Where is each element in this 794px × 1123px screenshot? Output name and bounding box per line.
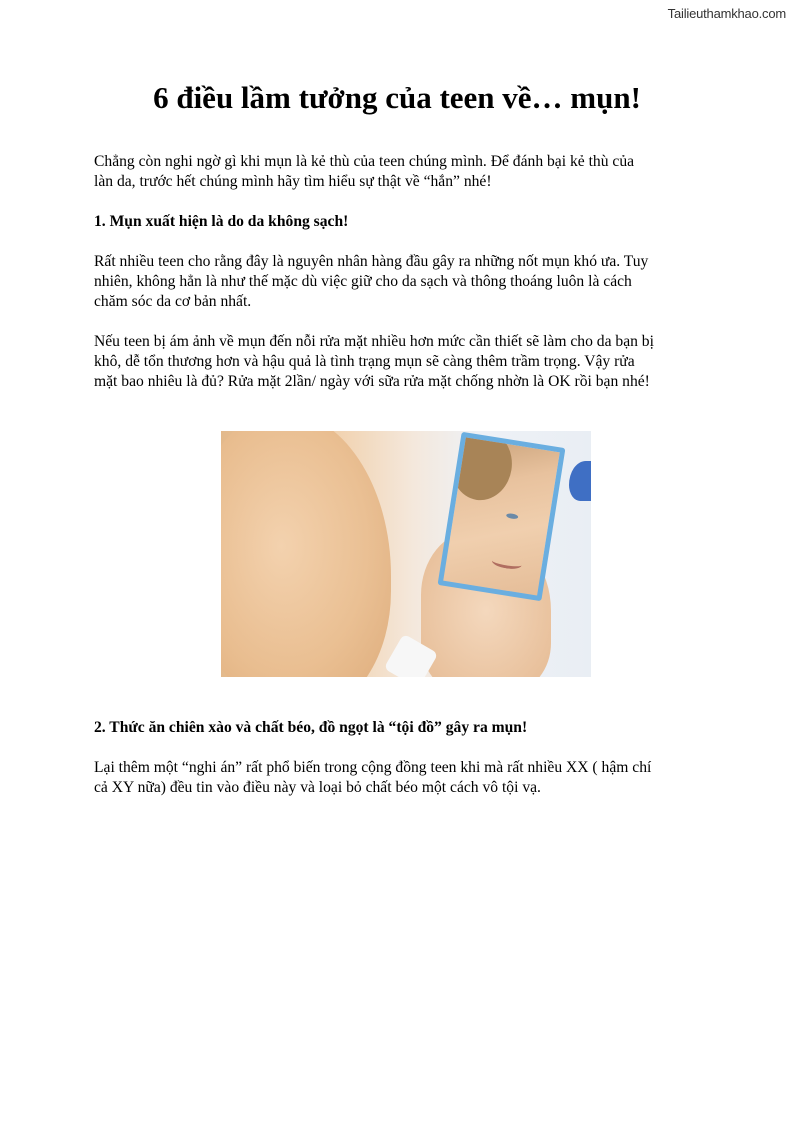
text-line: Nếu teen bị ám ảnh về mụn đến nỗi rửa mặt nhiều hơn mức cần thiết sẽ làm cho da bạn bị: [94, 333, 654, 350]
watermark: Tailieuthamkhao.com: [667, 6, 786, 21]
smile-shape: [491, 555, 522, 571]
text-line: mặt bao nhiêu là đủ? Rửa mặt 2lần/ ngày với sữa rửa mặt chống nhờn là OK rồi bạn nhé!: [94, 373, 650, 390]
text-line: chăm sóc da cơ bản nhất.: [94, 293, 252, 310]
hair-shape: [447, 432, 517, 505]
eye-shape: [506, 513, 519, 520]
text-line: Rất nhiều teen cho rằng đây là nguyên nhân hàng đầu gây ra những nốt mụn khó ưa. Tuy: [94, 253, 649, 270]
text-line: Lại thêm một “nghi án” rất phổ biến trong cộng đồng teen khi mà rất nhiều XX ( hậm chí: [94, 759, 652, 776]
mirror-photo: [221, 431, 591, 677]
text-line: làn da, trước hết chúng mình hãy tìm hiểu sự thật về “hắn” nhé!: [94, 173, 492, 190]
text-line: cả XY nữa) đều tin vào điều này và loại bỏ chất béo một cách vô tội vạ.: [94, 779, 541, 796]
section-1-heading: 1. Mụn xuất hiện là do da không sạch!: [94, 213, 349, 230]
page-title: 6 điều lầm tưởng của teen về… mụn!: [153, 80, 641, 115]
text-line: Chẳng còn nghi ngờ gì khi mụn là kẻ thù của teen chúng mình. Để đánh bại kẻ thù của: [94, 153, 635, 170]
section-1-paragraph-1: [94, 252, 724, 312]
blue-object-shape: [569, 461, 591, 501]
text-line: nhiên, không hẳn là như thế mặc dù việc giữ cho da sạch và thông thoáng luôn là cách: [94, 273, 632, 290]
section-2-paragraph-1: [94, 758, 724, 798]
section-1-paragraph-2: [94, 332, 724, 392]
intro-paragraph: [94, 152, 724, 192]
section-2-heading: 2. Thức ăn chiên xào và chất béo, đồ ngọt là “tội đồ” gây ra mụn!: [94, 719, 528, 736]
hand-mirror: [438, 432, 566, 602]
text-line: khô, dễ tổn thương hơn và hậu quả là tình trạng mụn sẽ càng thêm trầm trọng. Vậy rửa: [94, 353, 635, 370]
blurred-face-shape: [221, 431, 391, 677]
